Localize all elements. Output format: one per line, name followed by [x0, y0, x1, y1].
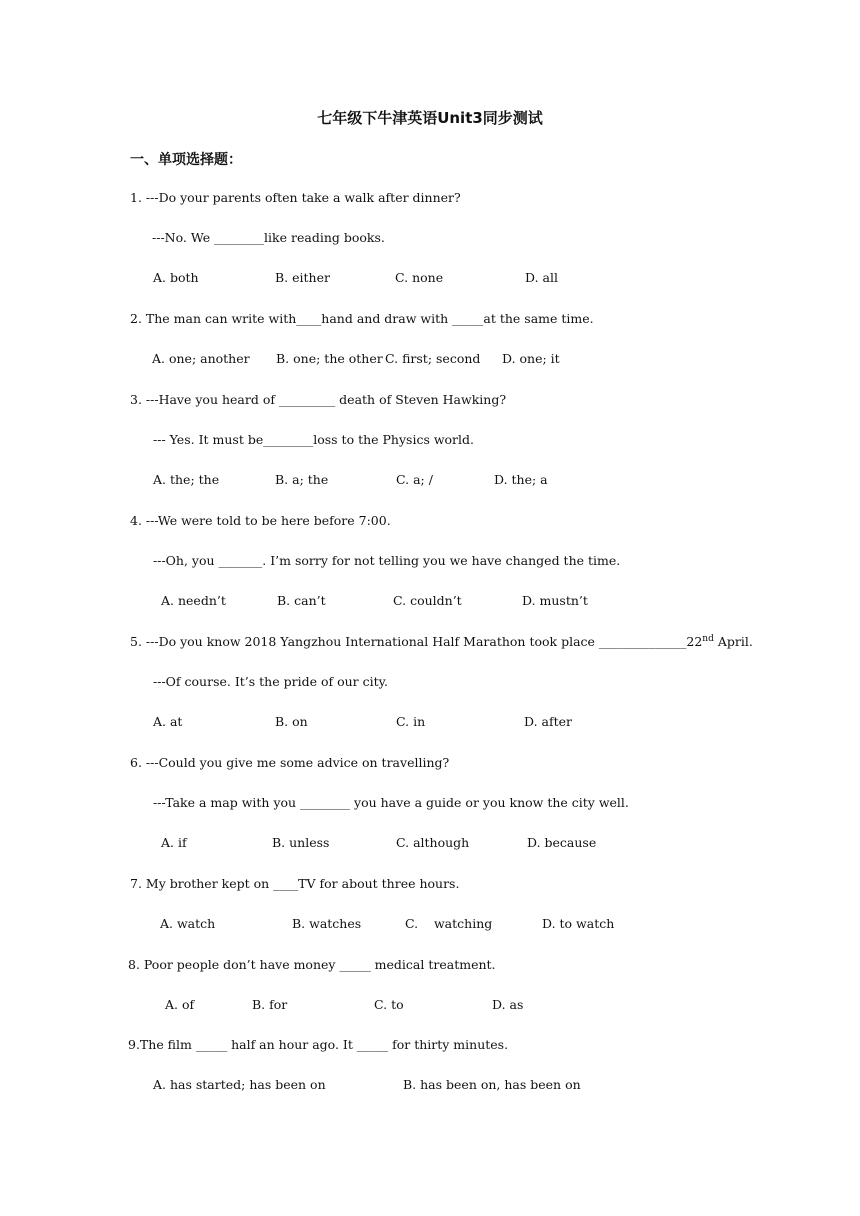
question-4-response: ---Oh, you _______. I’m sorry for not telling you we have changed the time. — [153, 553, 621, 568]
question-6-option-d[interactable]: D. because — [527, 835, 597, 850]
question-1-option-a[interactable]: A. both — [153, 270, 199, 285]
question-5-option-d[interactable]: D. after — [524, 714, 572, 729]
document-title: 七年级下牛津英语Unit3同步测试 — [317, 109, 543, 127]
question-4-option-d[interactable]: D. mustn’t — [522, 593, 588, 608]
question-8-option-a[interactable]: A. of — [165, 997, 195, 1012]
question-1-option-d[interactable]: D. all — [525, 270, 558, 285]
question-6-option-b[interactable]: B. unless — [272, 835, 330, 850]
question-1-stem: 1. ---Do your parents often take a walk after dinner? — [130, 190, 461, 205]
question-8-option-c[interactable]: C. to — [374, 997, 404, 1012]
question-6-response: ---Take a map with you ________ you have a guide or you know the city well. — [153, 795, 629, 810]
ordinal-suffix: nd — [702, 634, 714, 644]
question-7-stem: 7. My brother kept on ____TV for about three hours. — [130, 876, 460, 891]
question-6-stem: 6. ---Could you give me some advice on travelling? — [130, 755, 450, 770]
question-3-option-d[interactable]: D. the; a — [494, 472, 548, 487]
question-5-option-a[interactable]: A. at — [153, 714, 183, 729]
question-5-option-b[interactable]: B. on — [275, 714, 308, 729]
question-7-option-d[interactable]: D. to watch — [542, 916, 615, 931]
question-6-option-a[interactable]: A. if — [161, 835, 187, 850]
question-5-stem-end: April. — [713, 634, 753, 650]
question-3-response: --- Yes. It must be________loss to the Physics world. — [153, 432, 475, 447]
question-7-option-b[interactable]: B. watches — [292, 916, 362, 931]
question-5-response: ---Of course. It’s the pride of our city. — [153, 674, 388, 689]
question-7-option-c[interactable]: C. watching — [405, 916, 493, 931]
section-title: 一、单项选择题： — [130, 152, 242, 168]
question-8-option-b[interactable]: B. for — [252, 997, 288, 1012]
question-4-option-b[interactable]: B. can’t — [277, 593, 326, 608]
question-2-option-c[interactable]: C. first; second — [385, 351, 481, 366]
question-8-stem: 8. Poor people don’t have money _____ medical treatment. — [128, 957, 496, 972]
question-1-option-b[interactable]: B. either — [275, 270, 330, 285]
question-5-stem — [130, 634, 753, 649]
question-4-option-a[interactable]: A. needn’t — [161, 593, 226, 608]
question-5-stem-text: 5. ---Do you know 2018 Yangzhou International Half Marathon took place ______________22 — [130, 634, 703, 650]
question-4-option-c[interactable]: C. couldn’t — [393, 593, 462, 608]
question-3-option-c[interactable]: C. a; / — [396, 472, 433, 487]
question-2-option-b[interactable]: B. one; the other — [276, 351, 383, 366]
question-9-option-b[interactable]: B. has been on, has been on — [403, 1077, 581, 1092]
question-7-option-a[interactable]: A. watch — [160, 916, 216, 931]
question-2-stem: 2. The man can write with____hand and draw with _____at the same time. — [130, 311, 594, 326]
question-2-option-d[interactable]: D. one; it — [502, 351, 560, 366]
question-3-option-b[interactable]: B. a; the — [275, 472, 329, 487]
question-9-stem: 9.The film _____ half an hour ago. It _____ for thirty minutes. — [128, 1037, 509, 1052]
question-3-stem: 3. ---Have you heard of _________ death of Steven Hawking? — [130, 392, 507, 407]
question-9-option-a[interactable]: A. has started; has been on — [153, 1077, 326, 1092]
question-6-option-c[interactable]: C. although — [396, 835, 470, 850]
question-1-response: ---No. We ________like reading books. — [152, 230, 385, 245]
question-3-option-a[interactable]: A. the; the — [153, 472, 220, 487]
question-5-option-c[interactable]: C. in — [396, 714, 426, 729]
question-8-option-d[interactable]: D. as — [492, 997, 524, 1012]
question-2-option-a[interactable]: A. one; another — [152, 351, 250, 366]
question-1-option-c[interactable]: C. none — [395, 270, 444, 285]
question-4-stem: 4. ---We were told to be here before 7:00. — [130, 513, 391, 528]
